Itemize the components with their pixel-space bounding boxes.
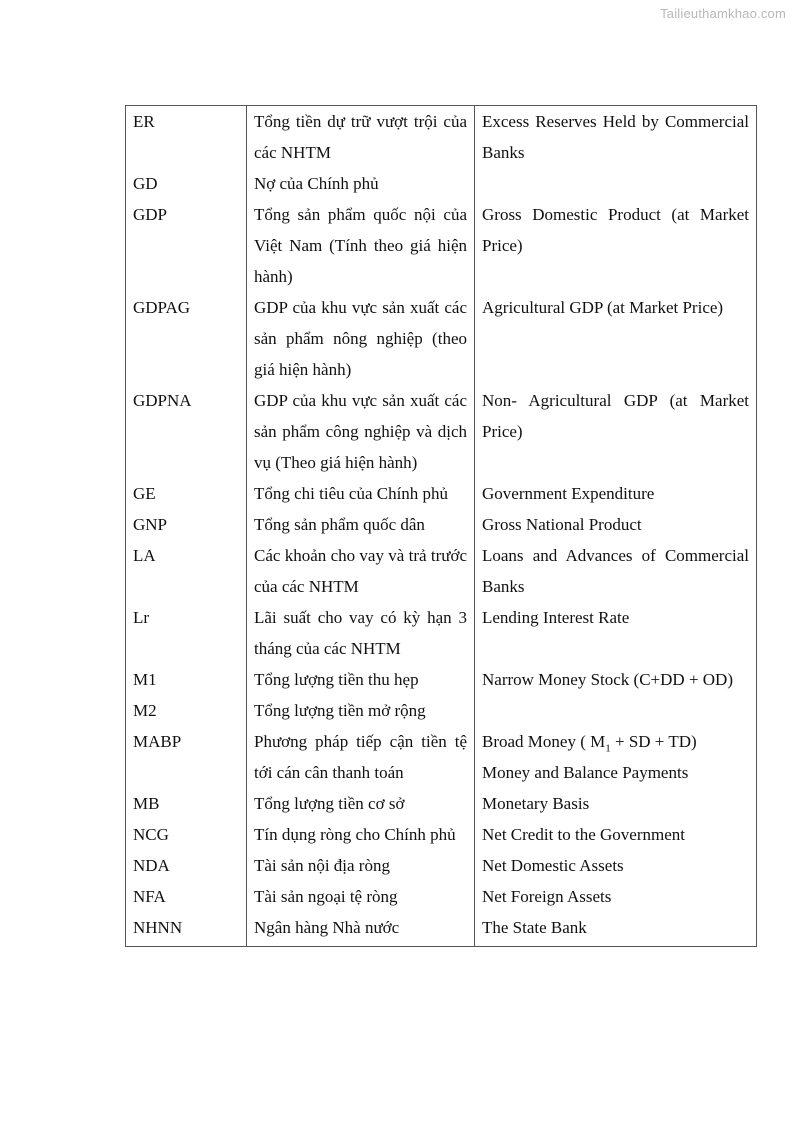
table-row — [126, 912, 757, 947]
table-row — [126, 106, 757, 169]
table-row — [126, 540, 757, 602]
abbr-cell: NHNN — [126, 912, 247, 947]
english-cell: Gross Domestic Product (at Market Price) — [475, 199, 757, 292]
abbr-cell: Lr — [126, 602, 247, 664]
abbr-cell: GDPAG — [126, 292, 247, 385]
vietnamese-cell: Phương pháp tiếp cận tiền tệ tới cán cân thanh toán — [247, 726, 475, 788]
abbr-cell: NDA — [126, 850, 247, 881]
table-row — [126, 788, 757, 819]
broad-money-prefix: Broad Money ( M — [482, 732, 606, 751]
table-row — [126, 385, 757, 478]
abbr-cell: NCG — [126, 819, 247, 850]
vietnamese-cell: GDP của khu vực sản xuất các sản phẩm công nghiệp và dịch vụ (Theo giá hiện hành) — [247, 385, 475, 478]
english-cell: Monetary Basis — [475, 788, 757, 819]
watermark-text: Tailieuthamkhao.com — [660, 6, 786, 21]
abbreviation-table — [125, 105, 757, 947]
vietnamese-cell: Tổng sản phẩm quốc nội của Việt Nam (Tính theo giá hiện hành) — [247, 199, 475, 292]
broad-money-subscript: 1 — [605, 742, 611, 755]
abbr-cell: GD — [126, 168, 247, 199]
vietnamese-cell: Tổng chi tiêu của Chính phủ — [247, 478, 475, 509]
english-cell: Non- Agricultural GDP (at Market Price) — [475, 385, 757, 478]
table-row — [126, 168, 757, 199]
abbr-cell: GNP — [126, 509, 247, 540]
vietnamese-cell: Tổng lượng tiền mở rộng — [247, 695, 475, 726]
english-cell — [475, 168, 757, 199]
english-cell: Net Foreign Assets — [475, 881, 757, 912]
vietnamese-cell: Tín dụng ròng cho Chính phủ — [247, 819, 475, 850]
abbr-cell: GE — [126, 478, 247, 509]
broad-money-suffix: + SD + TD) — [610, 732, 697, 751]
vietnamese-cell: Tổng lượng tiền thu hẹp — [247, 664, 475, 695]
table-row — [126, 664, 757, 695]
abbr-cell: GDPNA — [126, 385, 247, 478]
english-cell: Narrow Money Stock (C+DD + OD) — [475, 664, 757, 726]
mabp-english-text: Money and Balance Payments — [482, 763, 689, 782]
vietnamese-cell: Tài sản nội địa ròng — [247, 850, 475, 881]
abbreviation-table-body — [126, 106, 757, 947]
table-row — [126, 819, 757, 850]
table-row — [126, 292, 757, 385]
abbr-cell: ER — [126, 106, 247, 169]
english-cell — [475, 726, 757, 788]
vietnamese-cell: Lãi suất cho vay có kỳ hạn 3 tháng của các NHTM — [247, 602, 475, 664]
english-cell: Loans and Advances of Commercial Banks — [475, 540, 757, 602]
abbr-cell: MABP — [126, 726, 247, 788]
table-row — [126, 881, 757, 912]
vietnamese-cell: Tổng tiền dự trữ vượt trội của các NHTM — [247, 106, 475, 169]
english-cell: Gross National Product — [475, 509, 757, 540]
abbr-cell: MB — [126, 788, 247, 819]
english-cell: Lending Interest Rate — [475, 602, 757, 664]
english-cell: Net Domestic Assets — [475, 850, 757, 881]
english-cell: The State Bank — [475, 912, 757, 947]
table-row — [126, 199, 757, 292]
english-cell: Net Credit to the Government — [475, 819, 757, 850]
abbr-cell: LA — [126, 540, 247, 602]
english-cell: Agricultural GDP (at Market Price) — [475, 292, 757, 385]
vietnamese-cell: Tổng lượng tiền cơ sở — [247, 788, 475, 819]
vietnamese-cell: GDP của khu vực sản xuất các sản phẩm nông nghiệp (theo giá hiện hành) — [247, 292, 475, 385]
english-cell: Government Expenditure — [475, 478, 757, 509]
abbr-cell: NFA — [126, 881, 247, 912]
table-row — [126, 726, 757, 788]
table-row — [126, 850, 757, 881]
vietnamese-cell: Tổng sản phẩm quốc dân — [247, 509, 475, 540]
english-cell: Excess Reserves Held by Commercial Banks — [475, 106, 757, 169]
vietnamese-cell: Ngân hàng Nhà nước — [247, 912, 475, 947]
vietnamese-cell: Tài sản ngoại tệ ròng — [247, 881, 475, 912]
vietnamese-cell: Nợ của Chính phủ — [247, 168, 475, 199]
abbr-cell: GDP — [126, 199, 247, 292]
abbr-cell: M2 — [126, 695, 247, 726]
table-row — [126, 509, 757, 540]
abbr-cell: M1 — [126, 664, 247, 695]
vietnamese-cell: Các khoản cho vay và trả trước của các NHTM — [247, 540, 475, 602]
table-row — [126, 602, 757, 664]
table-row — [126, 478, 757, 509]
